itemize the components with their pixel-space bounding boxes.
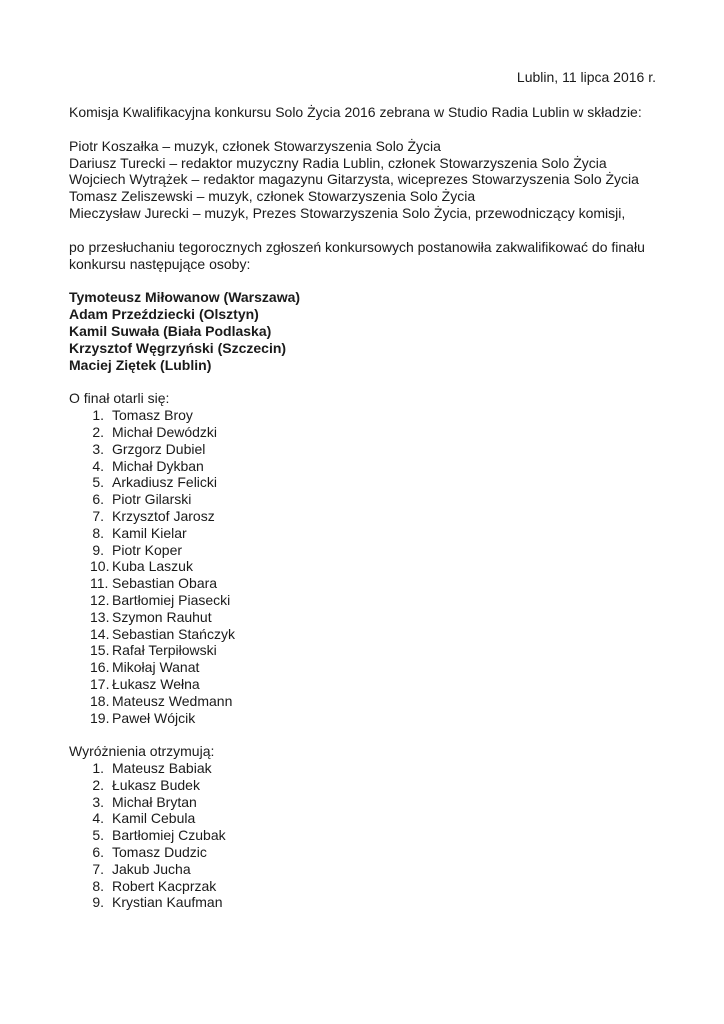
list-item-number: 5. — [92, 474, 104, 491]
list-item-number: 4. — [92, 810, 104, 827]
finalist: Kamil Suwała (Biała Podlaska) — [69, 322, 272, 339]
list-item — [69, 542, 659, 559]
near-final-list — [69, 407, 659, 726]
list-item — [69, 878, 659, 895]
list-item — [69, 508, 659, 525]
list-item-name: Kamil Kielar — [112, 524, 187, 541]
list-item-name: Grzgorz Dubiel — [112, 440, 206, 457]
list-item-number: 16. — [90, 659, 110, 676]
list-item-number: 8. — [92, 524, 104, 541]
list-item-name: Szymon Rauhut — [112, 608, 212, 625]
list-item-number: 6. — [92, 491, 104, 508]
list-item-name: Arkadiusz Felicki — [112, 474, 218, 491]
list-item — [69, 424, 659, 441]
list-item — [69, 861, 659, 878]
list-item-name: Bartłomiej Czubak — [112, 827, 226, 844]
list-item-name: Michał Brytan — [112, 793, 197, 810]
list-item — [69, 844, 659, 861]
list-item-name: Sebastian Stańczyk — [112, 625, 235, 642]
list-item-name: Bartłomiej Piasecki — [112, 591, 231, 608]
list-item — [69, 894, 659, 911]
finalist: Maciej Ziętek (Lublin) — [69, 356, 212, 373]
list-item-number: 8. — [92, 877, 104, 894]
list-item-name: Piotr Gilarski — [112, 491, 192, 508]
list-item — [69, 441, 659, 458]
list-item-name: Mateusz Babiak — [112, 760, 212, 777]
list-item-name: Paweł Wójcik — [112, 709, 196, 726]
list-item-number: 4. — [92, 457, 104, 474]
list-item-number: 13. — [90, 608, 110, 625]
honors-list — [69, 760, 659, 911]
list-item-name: Mateusz Wedmann — [112, 692, 233, 709]
list-item-number: 3. — [92, 440, 104, 457]
list-item-number: 11. — [90, 575, 109, 592]
list-item-number: 18. — [90, 692, 110, 709]
committee-list — [69, 138, 659, 222]
list-item-number: 9. — [92, 894, 104, 911]
list-item-name: Kuba Laszuk — [112, 558, 193, 575]
committee-member: Piotr Koszałka – muzyk, członek Stowarzyszenia Solo Życia — [69, 137, 441, 154]
list-item-name: Michał Dewódzki — [112, 423, 218, 440]
list-item-number: 12. — [90, 591, 110, 608]
list-item — [69, 642, 659, 659]
list-item — [69, 693, 659, 710]
list-item-name: Rafał Terpiłowski — [112, 642, 217, 659]
list-item — [69, 609, 659, 626]
list-item-number: 15. — [90, 642, 110, 659]
list-item — [69, 592, 659, 609]
list-item-number: 2. — [92, 776, 104, 793]
list-item — [69, 827, 659, 844]
intro-paragraph: Komisja Kwalifikacyjna konkursu Solo Życia 2016 zebrana w Studio Radia Lublin w składzie: — [69, 104, 642, 120]
list-item-number: 7. — [92, 860, 104, 877]
list-item-name: Michał Dykban — [112, 457, 204, 474]
list-item — [69, 676, 659, 693]
list-item — [69, 525, 659, 542]
list-item-number: 3. — [92, 793, 104, 810]
finalist: Tymoteusz Miłowanow (Warszawa) — [69, 289, 301, 306]
list-item — [69, 558, 659, 575]
finalists-list — [69, 289, 659, 373]
list-item-number: 2. — [92, 423, 104, 440]
near-final-heading: O finał otarli się: — [69, 390, 170, 407]
list-item-number: 5. — [92, 827, 104, 844]
list-item — [69, 474, 659, 491]
list-item-name: Łukasz Budek — [112, 776, 200, 793]
list-item-name: Kamil Cebula — [112, 810, 196, 827]
list-item-number: 1. — [92, 407, 104, 424]
committee-member: Dariusz Turecki – redaktor muzyczny Radia Lublin, członek Stowarzyszenia Solo Życia — [69, 154, 607, 171]
list-item-number: 17. — [90, 675, 110, 692]
list-item — [69, 407, 659, 424]
list-item-name: Łukasz Wełna — [112, 675, 200, 692]
list-item — [69, 659, 659, 676]
decision-paragraph: po przesłuchaniu tegorocznych zgłoszeń konkursowych postanowiła zakwalifikować do finału konkursu następujące osoby: — [69, 238, 645, 272]
list-item-name: Piotr Koper — [112, 541, 183, 558]
list-item — [69, 491, 659, 508]
list-item-name: Krystian Kaufman — [112, 894, 223, 911]
date-line: Lublin, 11 lipca 2016 r. — [516, 69, 656, 85]
list-item-name: Jakub Jucha — [112, 860, 191, 877]
list-item-name: Krzysztof Jarosz — [112, 507, 215, 524]
list-item — [69, 458, 659, 475]
list-item-number: 7. — [92, 507, 104, 524]
list-item-number: 9. — [92, 541, 104, 558]
list-item — [69, 626, 659, 643]
list-item — [69, 777, 659, 794]
list-item — [69, 575, 659, 592]
list-item-name: Mikołaj Wanat — [112, 659, 200, 676]
honors-heading: Wyróżnienia otrzymują: — [69, 743, 215, 760]
list-item-name: Tomasz Dudzic — [112, 844, 207, 861]
committee-member: Mieczysław Jurecki – muzyk, Prezes Stowarzyszenia Solo Życia, przewodniczący komisji, — [69, 204, 626, 221]
list-item — [69, 710, 659, 727]
committee-member: Wojciech Wytrążek – redaktor magazynu Gitarzysta, wiceprezes Stowarzyszenia Solo Życia — [69, 171, 639, 188]
list-item-number: 6. — [92, 844, 104, 861]
list-item-name: Robert Kacprzak — [112, 877, 217, 894]
list-item — [69, 760, 659, 777]
list-item-name: Sebastian Obara — [112, 575, 218, 592]
finalist: Krzysztof Węgrzyński (Szczecin) — [69, 339, 287, 356]
list-item-number: 10. — [90, 558, 110, 575]
committee-member: Tomasz Zeliszewski – muzyk, członek Stowarzyszenia Solo Życia — [69, 188, 476, 205]
list-item-name: Tomasz Broy — [112, 407, 193, 424]
document-body — [69, 104, 659, 911]
list-item-number: 19. — [90, 709, 110, 726]
finalist: Adam Przeździecki (Olsztyn) — [69, 306, 259, 323]
list-item-number: 14. — [90, 625, 110, 642]
list-item — [69, 794, 659, 811]
list-item — [69, 810, 659, 827]
list-item-number: 1. — [92, 760, 104, 777]
